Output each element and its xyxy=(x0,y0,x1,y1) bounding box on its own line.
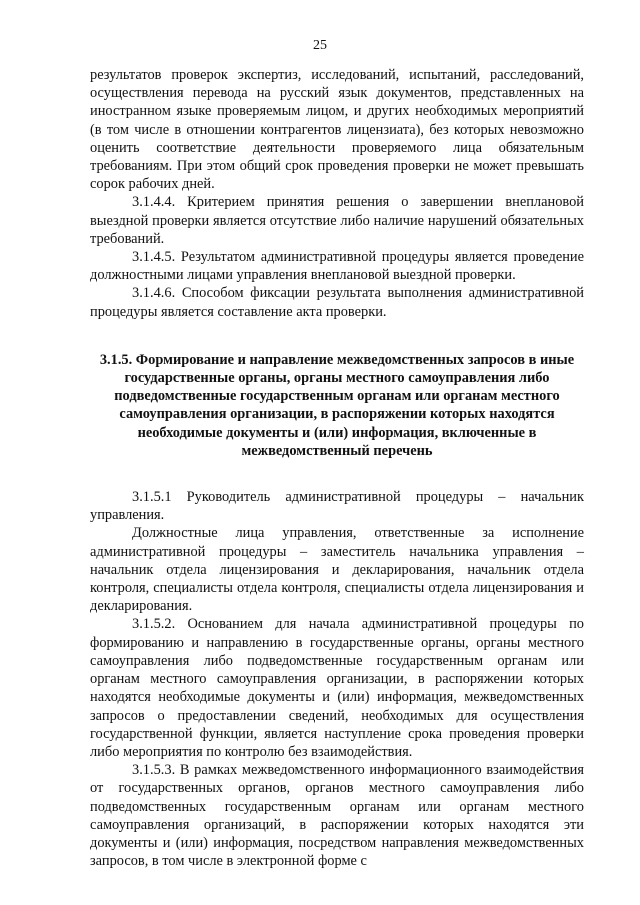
page-number: 25 xyxy=(313,38,327,53)
paragraph-responsible-officials: Должностные лица управления, ответственные за исполнение административной процедуры – заместитель начальника управления – начальник отдела лицензирования и декларирования, начальник отдела контроля, специалисты отдела контроля, специалисты отдела лицензирования и декларирования. xyxy=(90,525,584,615)
paragraph-continued: результатов проверок экспертиз, исследований, испытаний, расследований, осуществления перевода на русский язык документов, представленных на иностранном языке проверяемым лицом, и других необходимых мероприятий (в том числе в отношении контрагентов лицензиата), без которых невозможно оценить соответствие деятельности проверяемого лица обязательным требованиям. При этом общий срок проведения проверки не может превышать сорок рабочих дней. xyxy=(90,67,584,193)
paragraph-3-1-4-4: 3.1.4.4. Критерием принятия решения о завершении внеплановой выездной проверки является отсутствие либо наличие нарушений обязательных требований. xyxy=(90,194,584,247)
paragraph-3-1-4-5: 3.1.4.5. Результатом административной процедуры является проведение должностными лицами управления внеплановой выездной проверки. xyxy=(90,249,584,284)
paragraph-3-1-5-2: 3.1.5.2. Основанием для начала административной процедуры по формированию и направлению в государственные органы, органы местного самоуправления либо подведомственные государственным органам или органам местного самоуправления организации, в распоряжении которых находятся необходимые документы и (или) информация, межведомственных запросов о предоставлении сведений, необходимых для осуществления государственной функции, является наступление срока проведения проверки либо мероприятия по контролю без взаимодействия. xyxy=(90,616,584,760)
paragraph-3-1-5-1: 3.1.5.1 Руководитель административной процедуры – начальник управления. xyxy=(90,489,584,524)
document-body xyxy=(90,66,584,870)
paragraph-3-1-5-3: 3.1.5.3. В рамках межведомственного информационного взаимодействия от государственных органов, органов местного самоуправления либо подведомственных государственным органам или органам местного самоуправления организаций, в распоряжении которых находятся эти документы и (или) информация, посредством направления межведомственных запросов, в том числе в электронной форме с xyxy=(90,762,584,870)
section-heading-3-1-5: 3.1.5. Формирование и направление межведомственных запросов в иные государственные органы, органы местного самоуправления либо подведомственные государственным органам или органам местного самоуправления организации, в распоряжении которых находятся необходимые документы и (или) информация, включенные в межведомственный перечень xyxy=(99,351,575,459)
paragraph-3-1-4-6: 3.1.4.6. Способом фиксации результата выполнения административной процедуры является составление акта проверки. xyxy=(90,285,584,320)
